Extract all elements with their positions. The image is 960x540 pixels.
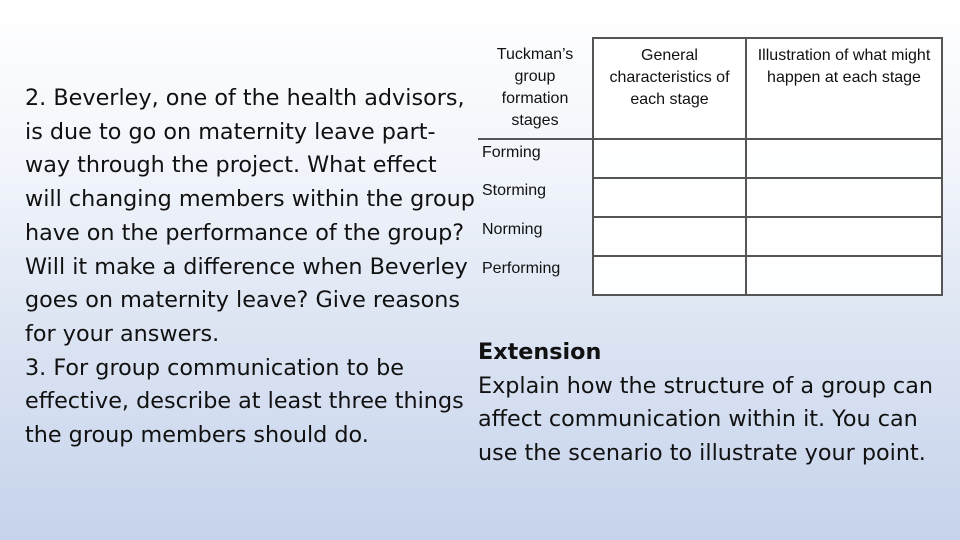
header-illustration: Illustration of what might happen at each stage [746, 38, 942, 139]
stage-label: Storming [478, 178, 593, 217]
characteristics-cell[interactable] [593, 178, 746, 217]
header-stages: Tuckman’s group formation stages [478, 38, 593, 139]
question-3: 3. For group communication to be effective, describe at least three things the group members should do. [25, 354, 464, 449]
illustration-cell[interactable] [746, 178, 942, 217]
extension-section [478, 336, 958, 471]
extension-body: Explain how the structure of a group can affect communication within it. You can use the scenario to illustrate your point. [478, 372, 933, 467]
table-row [478, 178, 942, 217]
illustration-cell[interactable] [746, 217, 942, 256]
extension-title: Extension [478, 339, 602, 365]
stage-label: Performing [478, 256, 593, 295]
table-row [478, 217, 942, 256]
stage-label: Norming [478, 217, 593, 256]
questions-text [25, 82, 495, 453]
illustration-cell[interactable] [746, 256, 942, 295]
characteristics-cell[interactable] [593, 139, 746, 178]
question-2: 2. Beverley, one of the health advisors, is due to go on maternity leave part- way through the project. What effect will changing members within the group have on the performance of the group? Will it make a difference when Beverley goes on maternity leave? Give reasons for your answers. [25, 85, 475, 347]
table-row [478, 256, 942, 295]
illustration-cell[interactable] [746, 139, 942, 178]
stage-label: Forming [478, 139, 593, 178]
table-row [478, 139, 942, 178]
characteristics-cell[interactable] [593, 217, 746, 256]
table-header-row [478, 38, 942, 139]
tuckman-table [478, 37, 943, 296]
characteristics-cell[interactable] [593, 256, 746, 295]
header-characteristics: General characteristics of each stage [593, 38, 746, 139]
